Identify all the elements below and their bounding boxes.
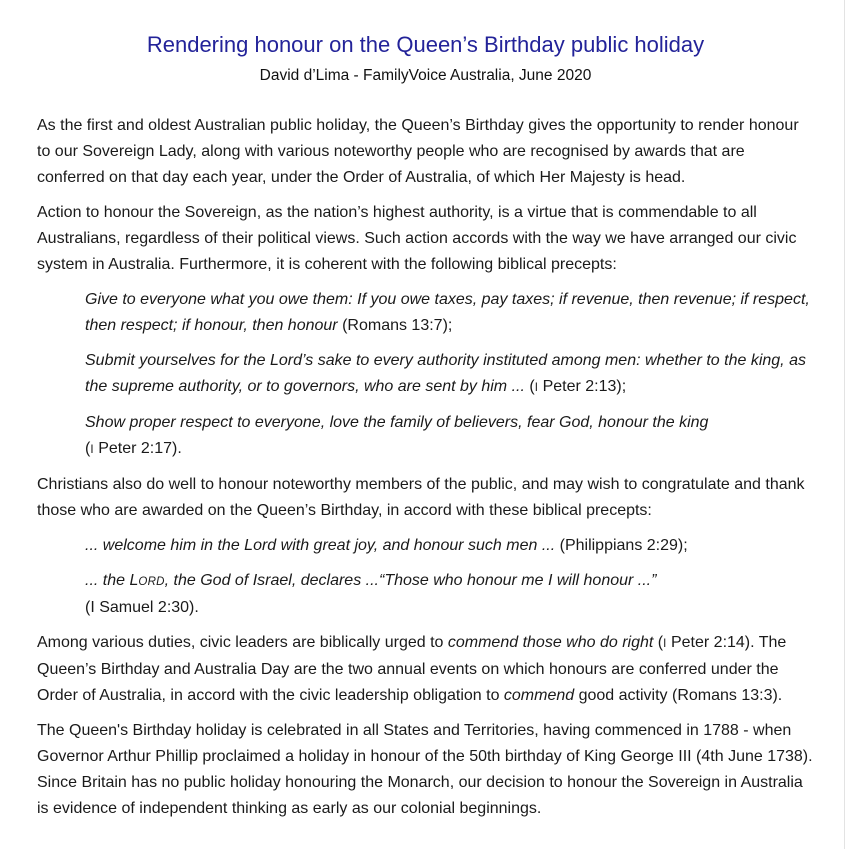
quote-paragraph xyxy=(85,287,814,339)
quote-paragraph xyxy=(85,533,814,559)
text-run: As the first and oldest Australian public holiday, the Queen’s Birthday gives the opportunity to render honour to our Sovereign Lady, along with various noteworthy people who are recognised by awards that are conferred on that day each year, under the Order of Australia, of which Her Majesty is head. xyxy=(37,117,799,186)
text-run: ... welcome him in the Lord with great joy, and honour such men ... xyxy=(85,537,560,554)
document-title: Rendering honour on the Queen’s Birthday public holiday xyxy=(146,32,705,57)
text-run: commend those who do right xyxy=(447,634,658,651)
text-run: Submit yourselves for the Lord’s sake to every authority instituted among men: whether to the king, as the supreme authority, or to governors, who are sent by him ... xyxy=(85,352,806,395)
text-run: ( xyxy=(657,634,664,651)
text-run: ... the L xyxy=(85,572,139,589)
text-run: good activity (Romans 13:3). xyxy=(574,687,783,704)
text-run: ( xyxy=(85,440,91,457)
document-body xyxy=(37,113,814,822)
text-run: I xyxy=(534,382,539,394)
text-run: Give to everyone what you owe them: If you owe taxes, pay taxes; if revenue, then revenue; if respect, then respect; if honour, then honour xyxy=(85,291,810,334)
quote-paragraph xyxy=(85,348,814,401)
paragraph xyxy=(37,200,814,278)
text-run: Peter 2:13); xyxy=(538,378,627,395)
text-run: Among various duties, civic leaders are biblically urged to xyxy=(37,634,448,651)
paragraph xyxy=(37,630,814,709)
text-run: The Queen's Birthday holiday is celebrated in all States and Territories, having commenced in 1788 - when Governor Arthur Phillip proclaimed a holiday in honour of the 50th birthday of King George III (4th June 1738). Since Britain has no public holiday honouring the Monarch, our decision to honour the Sovereign in Australia is evidence of independent thinking as early as our colonial beginnings. xyxy=(37,722,813,817)
quote-paragraph xyxy=(85,568,814,621)
text-run: (I Samuel 2:30). xyxy=(85,599,199,616)
text-run: Peter 2:14). The Queen’s Birthday and Australia Day are the two annual events on which honours are conferred under the Order of Australia, in accord with the civic leadership obligation to xyxy=(37,634,787,704)
paragraph xyxy=(37,113,814,191)
text-run: ( xyxy=(529,378,535,395)
paragraph xyxy=(37,472,814,524)
paragraph xyxy=(37,718,814,822)
text-run: , the God of Israel, declares ...“Those who honour me I will honour ...” xyxy=(164,572,657,589)
text-run: Peter 2:17). xyxy=(93,440,182,457)
document-subtitle: David d’Lima - FamilyVoice Australia, June 2020 xyxy=(259,67,592,84)
text-run: I xyxy=(663,638,667,650)
text-run: Christians also do well to honour noteworthy members of the public, and may wish to congratulate and thank those who are awarded on the Queen’s Birthday, in accord with these biblical precepts: xyxy=(37,476,805,519)
page-right-edge xyxy=(844,0,845,849)
text-run: Action to honour the Sovereign, as the nation’s highest authority, is a virtue that is commendable to all Australians, regardless of their political views. Such action accords with the way we have arranged our civic system in Australia. Furthermore, it is coherent with the following biblical precepts: xyxy=(37,204,797,273)
text-run: I xyxy=(90,444,94,456)
text-run: commend xyxy=(503,687,575,704)
quote-paragraph xyxy=(85,410,814,463)
text-run: Show proper respect to everyone, love the family of believers, fear God, honour the king xyxy=(85,414,709,431)
text-run: ORD xyxy=(138,576,165,588)
text-run: (Romans 13:7); xyxy=(342,317,453,334)
text-run: (Philippians 2:29); xyxy=(559,537,688,554)
